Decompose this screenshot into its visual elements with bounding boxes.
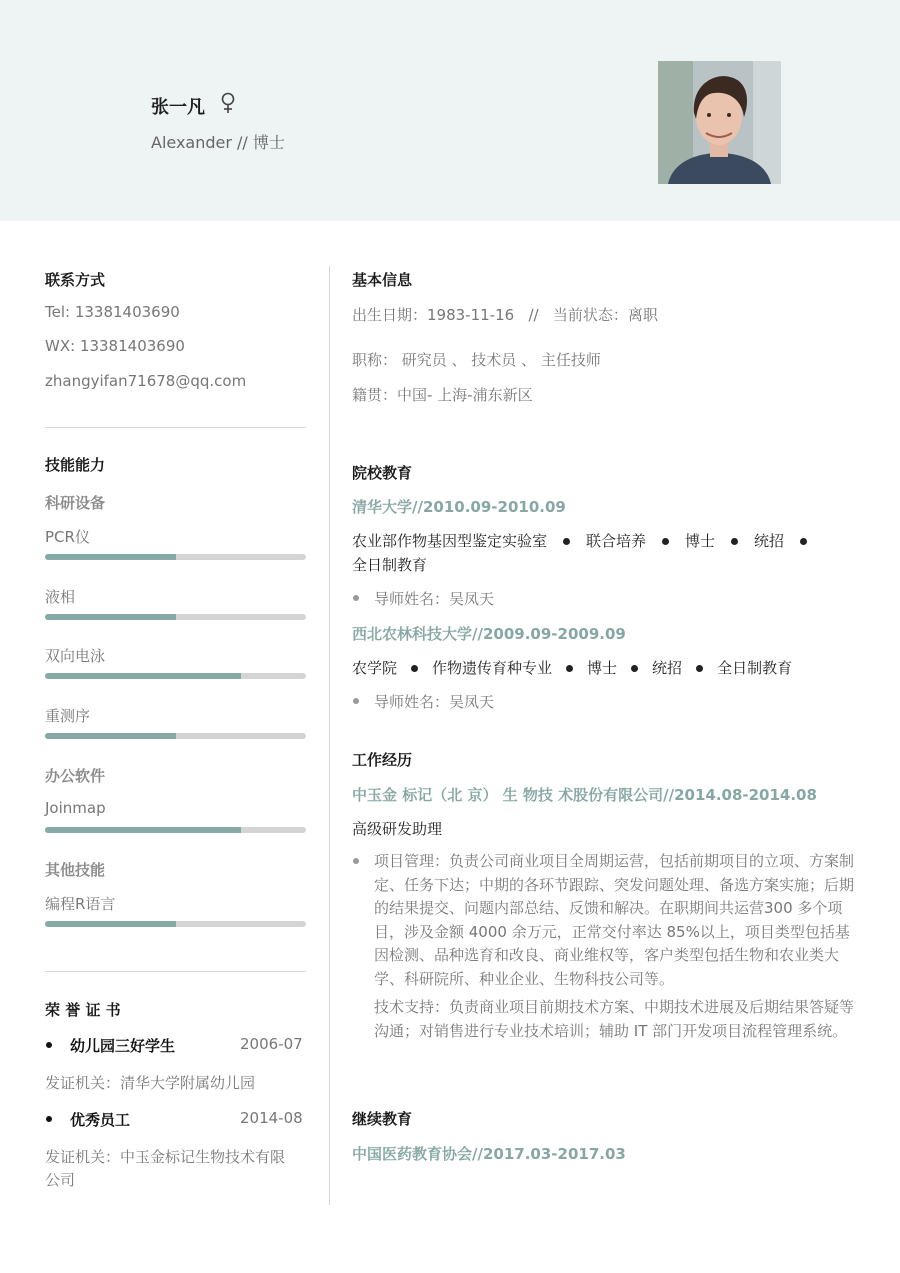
female-symbol-icon bbox=[218, 91, 238, 115]
basic-info-birth-status: 出生日期：1983-11-16 // 当前状态：离职 bbox=[352, 306, 658, 324]
basic-info-titles: 职称： 研究员 、 技术员 、 主任技师 bbox=[352, 351, 601, 369]
skill-level-bar bbox=[45, 733, 306, 739]
school-tags: 农业部作物基因型鉴定实验室 联合培养 博士 统招 bbox=[352, 530, 807, 551]
skill-level-bar bbox=[45, 614, 306, 620]
school-heading: 西北农林科技大学//2009.09-2009.09 bbox=[352, 625, 626, 643]
education-title: 院校教育 bbox=[352, 464, 413, 482]
bullet-icon bbox=[46, 1042, 52, 1048]
school-tags-cont: 全日制教育 bbox=[352, 556, 428, 574]
continuing-education-title: 继续教育 bbox=[352, 1110, 413, 1128]
skill-label: 液相 bbox=[45, 588, 76, 606]
skill-label: Joinmap bbox=[45, 799, 106, 817]
bullet-icon bbox=[353, 698, 359, 704]
work-title: 工作经历 bbox=[352, 751, 413, 769]
skill-level-bar bbox=[45, 921, 306, 927]
basic-info-title: 基本信息 bbox=[352, 271, 413, 289]
contact-section-title: 联系方式 bbox=[45, 271, 106, 289]
award-date: 2006-07 bbox=[240, 1035, 303, 1053]
skill-label: 双向电泳 bbox=[45, 647, 106, 665]
job-position: 高级研发助理 bbox=[352, 820, 443, 838]
award-issuer-cont: 公司 bbox=[45, 1171, 76, 1189]
advisor-name: 导师姓名：吴凤天 bbox=[374, 693, 495, 711]
contact-tel: Tel: 13381403690 bbox=[45, 303, 180, 321]
school-tags: 农学院 作物遗传育种专业 博士 统招 全日制教育 bbox=[352, 659, 793, 677]
award-name: 幼儿园三好学生 bbox=[70, 1037, 176, 1055]
candidate-name: 张一凡 bbox=[151, 97, 205, 118]
advisor-name: 导师姓名：吴凤天 bbox=[374, 590, 495, 608]
skill-label: 重测序 bbox=[45, 707, 91, 725]
contact-wx: WX: 13381403690 bbox=[45, 337, 185, 355]
award-date: 2014-08 bbox=[240, 1109, 303, 1127]
award-issuer: 发证机关：清华大学附属幼儿园 bbox=[45, 1074, 256, 1092]
profile-photo bbox=[658, 61, 781, 184]
bullet-icon bbox=[353, 858, 359, 864]
company-heading: 中玉金 标记（北 京） 生 物技 术股份有限公司//2014.08-2014.08 bbox=[352, 786, 817, 804]
column-divider bbox=[329, 266, 330, 1205]
continuing-education-heading: 中国医药教育协会//2017.03-2017.03 bbox=[352, 1145, 626, 1163]
skill-level-bar bbox=[45, 673, 306, 679]
award-name: 优秀员工 bbox=[70, 1111, 131, 1129]
skill-label: PCR仪 bbox=[45, 528, 90, 546]
job-description-support: 技术支持：负责商业项目前期技术方案、中期技术进展及后期结果答疑等沟通；对销售进行专业技术培训；辅助 IT 部门开发项目流程管理系统。 bbox=[374, 998, 855, 1040]
award-issuer: 发证机关：中玉金标记生物技术有限 bbox=[45, 1148, 286, 1166]
school-heading: 清华大学//2010.09-2010.09 bbox=[352, 498, 566, 516]
section-divider bbox=[45, 971, 306, 972]
skill-group-title: 办公软件 bbox=[45, 767, 106, 785]
skill-level-bar bbox=[45, 827, 306, 833]
skill-group-title: 其他技能 bbox=[45, 861, 106, 879]
candidate-subtitle: Alexander // 博士 bbox=[151, 133, 285, 152]
honors-section-title: 荣 誉 证 书 bbox=[45, 1001, 121, 1019]
bullet-icon bbox=[46, 1116, 52, 1122]
skill-group-title: 科研设备 bbox=[45, 494, 106, 512]
contact-email: zhangyifan71678@qq.com bbox=[45, 372, 247, 390]
skill-level-bar bbox=[45, 554, 306, 560]
skill-label: 编程R语言 bbox=[45, 895, 116, 913]
basic-info-hometown: 籍贯：中国- 上海-浦东新区 bbox=[352, 386, 533, 404]
section-divider bbox=[45, 427, 306, 428]
job-description-management: 项目管理：负责公司商业项目全周期运营，包括前期项目的立项、方案制定、任务下达；中期的各环节跟踪、突发问题处理、备选方案实施；后期的结果提交、问题内部总结、反馈和解决。在职期间共运营300 多个项目，涉及金额 4000 余万元，正常交付率达 85%以上，项目类型包括基因检测、品种选育和改良、商业维权等，客户类型包括生物和农业类大学、科研院所、种业企业、生物科技公司等。 bbox=[374, 852, 855, 988]
bullet-icon bbox=[353, 595, 359, 601]
skills-section-title: 技能能力 bbox=[45, 456, 106, 474]
